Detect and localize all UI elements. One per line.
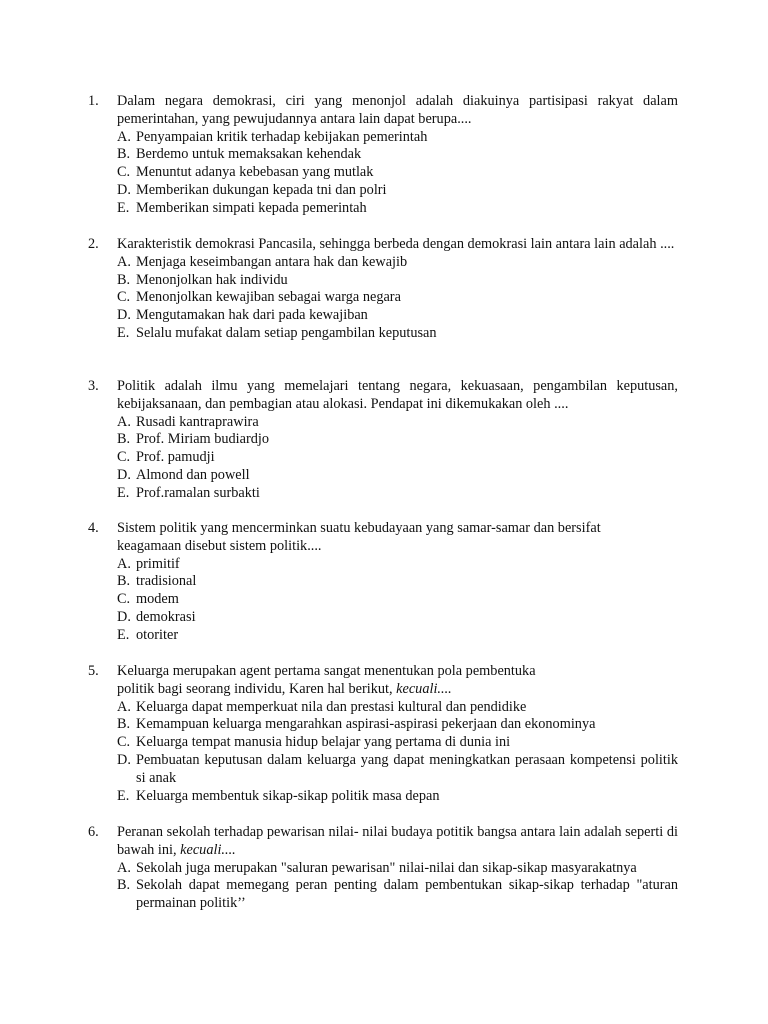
question-number: 4. xyxy=(88,520,99,536)
option-list xyxy=(88,860,678,913)
question-3 xyxy=(88,378,678,503)
question-number: 2. xyxy=(88,236,99,252)
option-text: Prof. Miriam budiardjo xyxy=(136,431,270,448)
option-text: Keluarga membentuk sikap-sikap politik masa depan xyxy=(136,787,440,804)
option-letter: A. xyxy=(117,413,131,430)
option-c xyxy=(88,734,678,752)
option-e xyxy=(88,627,678,645)
option-text: Berdemo untuk memaksakan kehendak xyxy=(136,146,362,163)
option-letter: B. xyxy=(117,573,131,590)
option-list xyxy=(88,556,678,645)
option-d xyxy=(88,307,678,325)
question-text: Karakteristik demokrasi Pancasila, sehingga berbeda dengan demokrasi lain antara lain adalah .... xyxy=(117,236,675,252)
option-a xyxy=(88,129,678,147)
option-e xyxy=(88,788,678,806)
option-b xyxy=(88,573,678,591)
option-a xyxy=(88,556,678,574)
option-d xyxy=(88,182,678,200)
question-stem xyxy=(88,236,678,254)
option-a xyxy=(88,414,678,432)
option-b xyxy=(88,431,678,449)
question-text-line: Keluarga merupakan agent pertama sangat menentukan pola pembentuka xyxy=(117,663,536,679)
option-text: Menuntut adanya kebebasan yang mutlak xyxy=(136,164,374,181)
question-6 xyxy=(88,824,678,913)
question-2 xyxy=(88,236,678,343)
option-letter: A. xyxy=(117,253,131,270)
option-e xyxy=(88,200,678,218)
option-text: Rusadi kantraprawira xyxy=(136,413,259,430)
question-emphasis: kecuali.... xyxy=(396,680,452,697)
option-d xyxy=(88,467,678,485)
question-text-line xyxy=(117,681,678,699)
option-text: demokrasi xyxy=(136,608,196,625)
option-text: Penyampaian kritik terhadap kebijakan pemerintah xyxy=(136,128,428,145)
question-stem xyxy=(88,663,678,699)
option-text: Menonjolkan hak individu xyxy=(136,271,288,288)
option-d xyxy=(88,609,678,627)
question-5 xyxy=(88,663,678,805)
option-text: Keluarga tempat manusia hidup belajar yang pertama di dunia ini xyxy=(136,734,511,751)
option-letter: E. xyxy=(117,626,130,643)
option-c xyxy=(88,289,678,307)
question-number: 3. xyxy=(88,378,99,394)
question-stem xyxy=(88,520,678,556)
option-letter: D. xyxy=(117,751,131,768)
option-letter: C. xyxy=(117,734,131,751)
question-1 xyxy=(88,93,678,218)
option-d xyxy=(88,752,678,788)
option-letter: D. xyxy=(117,466,131,483)
option-a xyxy=(88,860,678,878)
option-letter: C. xyxy=(117,449,131,466)
question-text: Politik adalah ilmu yang memelajari tentang negara, kekuasaan, pengambilan keputusan, kebijaksanaan, dan pembagian atau alokasi. Pendapat ini dikemukakan oleh .... xyxy=(117,378,678,412)
option-letter: D. xyxy=(117,181,131,198)
option-letter: B. xyxy=(117,716,131,733)
option-text: Menjaga keseimbangan antara hak dan kewajib xyxy=(136,253,408,270)
option-text: Selalu mufakat dalam setiap pengambilan keputusan xyxy=(136,324,437,341)
option-text: tradisional xyxy=(136,573,197,590)
option-a xyxy=(88,699,678,717)
question-emphasis: kecuali.... xyxy=(180,841,236,858)
option-letter: E. xyxy=(117,199,130,216)
option-c xyxy=(88,591,678,609)
option-text: Sekolah juga merupakan "saluran pewarisan" nilai-nilai dan sikap-sikap masyarakatnya xyxy=(136,859,637,876)
option-text: primitif xyxy=(136,555,180,572)
option-letter: E. xyxy=(117,324,130,341)
option-text: Mengutamakan hak dari pada kewajiban xyxy=(136,307,368,324)
option-text: Kemampuan keluarga mengarahkan aspirasi-aspirasi pekerjaan dan ekonominya xyxy=(136,716,596,733)
option-letter: B. xyxy=(117,877,131,894)
option-text: otoriter xyxy=(136,626,179,643)
option-letter: B. xyxy=(117,146,131,163)
option-text: Prof.ramalan surbakti xyxy=(136,484,260,501)
option-letter: A. xyxy=(117,128,131,145)
question-text: Dalam negara demokrasi, ciri yang menonjol adalah diakuinya partisipasi rakyat dalam pemerintahan, yang pewujudannya antara lain dapat berupa.... xyxy=(117,93,678,127)
option-text: Almond dan powell xyxy=(136,466,250,483)
option-letter: C. xyxy=(117,289,131,306)
option-c xyxy=(88,164,678,182)
option-e xyxy=(88,325,678,343)
option-text: Pembuatan keputusan dalam keluarga yang dapat meningkatkan perasaan kompetensi politik si anak xyxy=(136,751,678,786)
option-c xyxy=(88,449,678,467)
question-text-line xyxy=(117,824,678,860)
question-text: politik bagi seorang individu, Karen hal berikut, xyxy=(117,680,393,697)
question-number: 5. xyxy=(88,663,99,679)
option-b xyxy=(88,716,678,734)
option-letter: A. xyxy=(117,859,131,876)
option-b xyxy=(88,877,678,913)
option-list xyxy=(88,414,678,503)
question-stem xyxy=(88,824,678,860)
option-letter: E. xyxy=(117,484,130,501)
option-text: modem xyxy=(136,591,179,608)
option-letter: D. xyxy=(117,307,131,324)
option-list xyxy=(88,699,678,806)
question-text-line: keagamaan disebut sistem politik.... xyxy=(117,537,322,554)
question-number: 1. xyxy=(88,93,99,109)
question-4 xyxy=(88,520,678,645)
question-stem xyxy=(88,93,678,129)
option-text: Prof. pamudji xyxy=(136,449,215,466)
question-number: 6. xyxy=(88,824,99,840)
option-list xyxy=(88,254,678,343)
option-text: Memberikan simpati kepada pemerintah xyxy=(136,199,367,216)
option-list xyxy=(88,129,678,218)
option-letter: B. xyxy=(117,271,131,288)
option-letter: B. xyxy=(117,431,131,448)
option-a xyxy=(88,254,678,272)
option-letter: C. xyxy=(117,591,131,608)
option-e xyxy=(88,485,678,503)
option-letter: A. xyxy=(117,555,131,572)
option-letter: A. xyxy=(117,698,131,715)
option-b xyxy=(88,146,678,164)
question-text-line: Sistem politik yang mencerminkan suatu kebudayaan yang samar-samar dan bersifat xyxy=(117,520,601,536)
question-text: Peranan sekolah terhadap pewarisan nilai- nilai budaya potitik bangsa antara lain adalah seperti di bawah ini, xyxy=(117,824,678,858)
option-letter: D. xyxy=(117,608,131,625)
option-text: Menonjolkan kewajiban sebagai warga negara xyxy=(136,289,401,306)
question-stem xyxy=(88,378,678,414)
option-b xyxy=(88,272,678,290)
option-text: Sekolah dapat memegang peran penting dalam pembentukan sikap-sikap terhadap "aturan permainan politik’’ xyxy=(136,877,678,912)
option-text: Keluarga dapat memperkuat nila dan prestasi kultural dan pendidike xyxy=(136,698,527,715)
option-letter: E. xyxy=(117,787,130,804)
option-text: Memberikan dukungan kepada tni dan polri xyxy=(136,181,387,198)
option-letter: C. xyxy=(117,164,131,181)
